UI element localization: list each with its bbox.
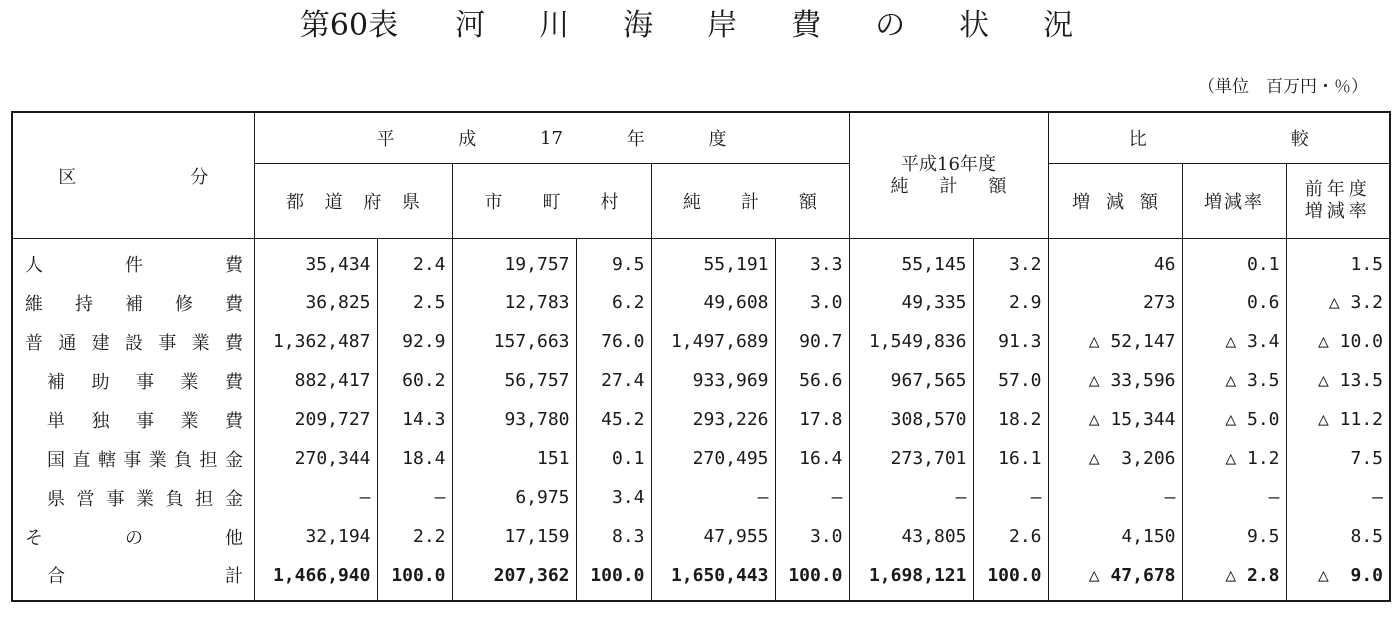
cell: ― (377, 478, 452, 517)
cell: △ 47,678 (1048, 556, 1182, 601)
cell: 100.0 (377, 556, 452, 601)
header-char: 成 (458, 129, 477, 150)
header-char: 区 (58, 166, 77, 188)
header-char: 純 (890, 175, 909, 197)
cell: 273 (1048, 283, 1182, 322)
cell: ― (1182, 478, 1286, 517)
header-char: 額 (988, 175, 1007, 197)
cell: △ 3.2 (1286, 283, 1390, 322)
label-char: 修 (175, 293, 193, 315)
header-char: 村 (600, 192, 619, 213)
table-row (12, 239, 1390, 284)
label-char: 設 (124, 332, 143, 354)
cell: 16.1 (973, 439, 1048, 478)
header-heisei17-chars (377, 125, 727, 151)
header-char: 較 (1290, 129, 1309, 150)
title-char: 川 (539, 8, 570, 43)
label-char: 件 (125, 255, 143, 276)
header-char: 純 (683, 192, 701, 213)
label-char: 負 (174, 449, 193, 471)
cell: 9.5 (576, 239, 651, 284)
label-char: 費 (225, 293, 243, 315)
cell: 14.3 (377, 400, 452, 439)
header-heisei16-line1: 平成16年度 (901, 153, 996, 175)
title-char: 費 (791, 8, 822, 43)
cell: 18.4 (377, 439, 452, 478)
cell: 8.3 (576, 517, 651, 556)
cell: 32,194 (254, 517, 377, 556)
cell: 55,145 (849, 239, 973, 284)
cell: △ 9.0 (1286, 556, 1390, 601)
cell: 55,191 (651, 239, 775, 284)
cell: 2.5 (377, 283, 452, 322)
row-label-futsukensetsu (12, 322, 254, 361)
header-char: 17 (540, 127, 563, 149)
header-heisei17 (254, 112, 849, 164)
table-row (12, 478, 1390, 517)
row-label-hojojigyohi (12, 361, 254, 400)
cell: ― (775, 478, 849, 517)
label-char: 轄 (97, 449, 116, 471)
table-row-total (12, 556, 1390, 601)
label-char: 補 (47, 371, 65, 393)
cell: 1,497,689 (651, 322, 775, 361)
header-hikaku (1048, 112, 1390, 164)
header-char: 額 (799, 192, 817, 213)
label-char: 業 (148, 449, 167, 471)
header-junkei-chars (683, 188, 817, 214)
header-char: 減 (1106, 192, 1124, 213)
label-char: 金 (224, 488, 243, 510)
cell: 207,362 (452, 556, 576, 601)
title-char: の (875, 8, 906, 43)
cell: 49,335 (849, 283, 973, 322)
table-row (12, 439, 1390, 478)
header-hikaku-chars (1129, 125, 1309, 151)
row-label-sonota (12, 517, 254, 556)
cell: 270,344 (254, 439, 377, 478)
cell: 27.4 (576, 361, 651, 400)
cell: 2.6 (973, 517, 1048, 556)
header-zennendo (1286, 164, 1390, 239)
label-char: 建 (91, 332, 110, 354)
cell: 3.2 (973, 239, 1048, 284)
cell: 17.8 (775, 400, 849, 439)
title-char: 海 (623, 8, 654, 43)
cell: ― (651, 478, 775, 517)
cell: 0.6 (1182, 283, 1286, 322)
label-char: 業 (180, 410, 199, 432)
header-zogengaku-chars (1072, 188, 1158, 214)
cell: ― (1048, 478, 1182, 517)
cell: 1,549,836 (849, 322, 973, 361)
cell: 270,495 (651, 439, 775, 478)
cell: △ 52,147 (1048, 322, 1182, 361)
header-todofuken (254, 164, 452, 239)
cell: △ 10.0 (1286, 322, 1390, 361)
row-label-tandokujigyohi (12, 400, 254, 439)
cell: 1.5 (1286, 239, 1390, 284)
cell: 100.0 (775, 556, 849, 601)
header-kubun-chars (58, 163, 208, 189)
cell: 2.2 (377, 517, 452, 556)
label-char: 業 (180, 371, 199, 393)
title-char: 岸 (707, 8, 738, 43)
row-label-gokei (12, 556, 254, 601)
cell: ― (254, 478, 377, 517)
header-junkei (651, 164, 849, 239)
label-char: 普 (25, 332, 43, 354)
header-zennendo-line2: 増減率 (1304, 201, 1371, 222)
header-char: 額 (1140, 192, 1158, 213)
table-row (12, 400, 1390, 439)
cell: 19,757 (452, 239, 576, 284)
cell: 3.0 (775, 517, 849, 556)
cell: 36,825 (254, 283, 377, 322)
cell: 100.0 (576, 556, 651, 601)
header-heisei16-stack (850, 154, 1048, 198)
cell: 18.2 (973, 400, 1048, 439)
label-char: 営 (76, 488, 95, 510)
label-char: 費 (225, 255, 243, 276)
cell: 6,975 (452, 478, 576, 517)
label-char: 業 (135, 488, 154, 510)
cell: 56,757 (452, 361, 576, 400)
cell: △ 3.5 (1182, 361, 1286, 400)
label-char: 費 (225, 410, 243, 432)
header-char: 市 (484, 192, 503, 213)
cell: 151 (452, 439, 576, 478)
cell: 1,698,121 (849, 556, 973, 601)
cell: 273,701 (849, 439, 973, 478)
cell: △ 2.8 (1182, 556, 1286, 601)
header-heisei16 (849, 112, 1048, 239)
label-char: 他 (225, 527, 243, 549)
cell: 8.5 (1286, 517, 1390, 556)
cell: 2.9 (973, 283, 1048, 322)
cell: 76.0 (576, 322, 651, 361)
cell: 3.4 (576, 478, 651, 517)
row-label-kunichokkatsu (12, 439, 254, 478)
header-char: 道 (324, 192, 343, 213)
river-coast-expense-table (11, 111, 1391, 602)
label-char: 費 (224, 332, 243, 354)
header-char: 県 (401, 192, 420, 213)
title-char: 状 (959, 8, 990, 43)
cell: 0.1 (576, 439, 651, 478)
label-char: 持 (75, 293, 93, 315)
cell: 43,805 (849, 517, 973, 556)
cell: 4,150 (1048, 517, 1182, 556)
label-char: の (125, 527, 143, 549)
header-char: 府 (363, 192, 382, 213)
label-char: 単 (47, 410, 65, 432)
cell: 60.2 (377, 361, 452, 400)
row-label-ijihoshuhi (12, 283, 254, 322)
header-char: 町 (542, 192, 561, 213)
header-shichoson (452, 164, 651, 239)
header-char: 比 (1128, 129, 1147, 150)
cell: 967,565 (849, 361, 973, 400)
cell: 12,783 (452, 283, 576, 322)
header-char: 都 (286, 192, 304, 213)
header-zennendo-line1: 前年度 (1304, 179, 1371, 200)
cell: 92.9 (377, 322, 452, 361)
label-char: 通 (58, 332, 77, 354)
label-char: 事 (158, 332, 177, 354)
label-char: 国 (47, 449, 65, 471)
cell: 1,466,940 (254, 556, 377, 601)
label-char: 助 (91, 371, 110, 393)
label-char: 事 (136, 410, 154, 432)
label-char: 金 (224, 449, 243, 471)
label-char: 人 (25, 255, 43, 276)
table-row (12, 322, 1390, 361)
header-zogengaku (1048, 164, 1182, 239)
cell: 209,727 (254, 400, 377, 439)
header-char: 度 (708, 129, 727, 150)
label-char: 業 (191, 332, 210, 354)
label-char: 維 (25, 293, 43, 315)
cell: 100.0 (973, 556, 1048, 601)
cell: △ 15,344 (1048, 400, 1182, 439)
cell: 0.1 (1182, 239, 1286, 284)
cell: 933,969 (651, 361, 775, 400)
cell: 93,780 (452, 400, 576, 439)
row-label-jinkenhi (12, 239, 254, 284)
page-title (0, 6, 1400, 46)
header-char: 年 (626, 129, 645, 150)
cell: △ 13.5 (1286, 361, 1390, 400)
label-char: 事 (136, 371, 154, 393)
cell: △ 3,206 (1048, 439, 1182, 478)
label-char: 事 (123, 449, 142, 471)
cell: 3.3 (775, 239, 849, 284)
cell: 3.0 (775, 283, 849, 322)
cell: 17,159 (452, 517, 576, 556)
title-char: 況 (1043, 8, 1074, 43)
label-char: 補 (125, 293, 143, 315)
cell: 49,608 (651, 283, 775, 322)
header-char: 計 (939, 175, 958, 197)
row-label-keieifutankin (12, 478, 254, 517)
cell: △ 5.0 (1182, 400, 1286, 439)
cell: 90.7 (775, 322, 849, 361)
table-row (12, 517, 1390, 556)
label-char: そ (25, 527, 43, 549)
cell: 7.5 (1286, 439, 1390, 478)
header-todofuken-chars (286, 188, 420, 214)
cell: △ 11.2 (1286, 400, 1390, 439)
cell: 46 (1048, 239, 1182, 284)
label-char: 事 (106, 488, 125, 510)
label-char: 担 (199, 449, 218, 471)
label-char: 負 (165, 488, 184, 510)
cell: 308,570 (849, 400, 973, 439)
cell: 91.3 (973, 322, 1048, 361)
header-zogenritsu: 増減率 (1182, 164, 1286, 239)
header-char: 分 (190, 166, 209, 188)
cell: 882,417 (254, 361, 377, 400)
title-char: 河 (455, 8, 486, 43)
header-shichoson-chars (485, 188, 619, 214)
table-row (12, 361, 1390, 400)
header-char: 平 (376, 129, 395, 150)
header-heisei16-line2 (891, 176, 1007, 198)
header-char: 計 (741, 192, 759, 213)
cell: 157,663 (452, 322, 576, 361)
cell: 47,955 (651, 517, 775, 556)
cell: 16.4 (775, 439, 849, 478)
cell: △ 3.4 (1182, 322, 1286, 361)
label-char: 費 (225, 371, 243, 393)
label-char: 直 (72, 449, 91, 471)
label-char: 計 (225, 566, 243, 587)
cell: 293,226 (651, 400, 775, 439)
cell: 9.5 (1182, 517, 1286, 556)
cell: 45.2 (576, 400, 651, 439)
label-char: 合 (47, 566, 65, 587)
header-zennendo-stack (1287, 179, 1390, 223)
cell: △ 1.2 (1182, 439, 1286, 478)
cell: 35,434 (254, 239, 377, 284)
cell: ― (1286, 478, 1390, 517)
cell: ― (973, 478, 1048, 517)
label-char: 担 (195, 488, 214, 510)
cell: 1,362,487 (254, 322, 377, 361)
cell: 56.6 (775, 361, 849, 400)
label-char: 県 (47, 488, 65, 510)
cell: 57.0 (973, 361, 1048, 400)
title-table-number: 第60表 (299, 8, 399, 43)
cell: 6.2 (576, 283, 651, 322)
cell: 2.4 (377, 239, 452, 284)
label-char: 独 (91, 410, 110, 432)
cell: ― (849, 478, 973, 517)
table-row (12, 283, 1390, 322)
cell: △ 33,596 (1048, 361, 1182, 400)
unit-note: （単位 百万円・％） (1198, 77, 1368, 97)
cell: 1,650,443 (651, 556, 775, 601)
header-kubun (12, 112, 254, 239)
header-char: 増 (1072, 192, 1090, 213)
